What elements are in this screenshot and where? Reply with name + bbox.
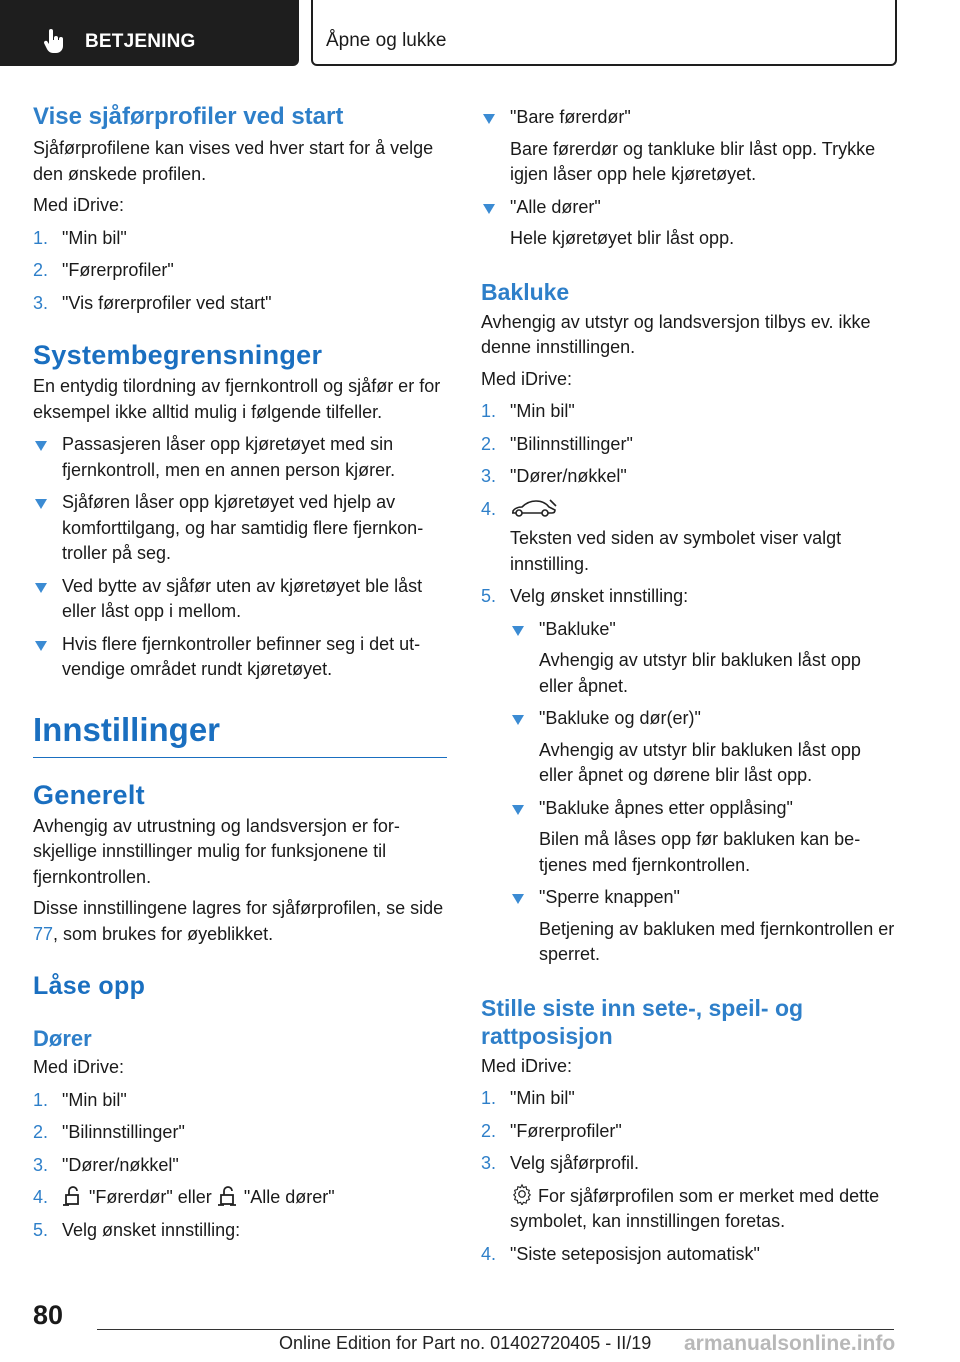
list-item: 2. "Bilinnstillinger" — [33, 1122, 185, 1142]
list-item: 4. Teksten ved siden av symbolet viser valgt innstilling. — [481, 498, 842, 574]
list-item: "Bakluke åpnes etter opplåsing" Bilen må låses opp før bakluken kan betjenes med fjernkontrollen. — [510, 796, 895, 879]
heading-general: Generelt — [33, 779, 145, 810]
list-item: 2. "Bilinnstillinger" — [481, 433, 633, 454]
section-tab — [0, 0, 299, 66]
paragraph: Med iDrive: — [481, 1055, 573, 1076]
hand-pointer-icon — [40, 29, 66, 55]
page-header — [0, 0, 960, 66]
paragraph: Avhengig av utstyr og landsversjon tilbys ev. ikke denne innstillingen. — [481, 311, 871, 357]
heading-unlock: Låse opp — [33, 972, 146, 1000]
heading-system-limits: Systembegrensninger — [33, 340, 323, 370]
chapter-tab — [311, 0, 897, 66]
list-item: "Alle dører" Hele kjøretøyet blir låst opp. — [481, 195, 895, 252]
option-list — [510, 617, 895, 968]
paragraph: Avhengig av utrustning og landsversjon er forskjellige innstillinger mulig for funksjonene til fjernkontrollen. — [33, 815, 400, 887]
page-number: 80 — [33, 1300, 64, 1330]
option-list — [481, 105, 895, 252]
heading-tailgate: Bakluke — [481, 278, 570, 305]
heading-doors: Dører — [33, 1026, 92, 1051]
paragraph: Disse innstillingene lagres for sjåførprofilen, se side 77, som brukes for øyeblikket. — [33, 898, 444, 944]
heading-settings: Innstillinger — [33, 709, 447, 758]
list-item: 1. "Min bil" — [481, 401, 575, 421]
left-column — [33, 102, 447, 1243]
unlock-all-doors-icon — [217, 1186, 239, 1206]
list-item: 5. Velg ønsket innstilling: — [33, 1219, 241, 1240]
list-item: 4. "Siste seteposisjon automatisk" — [481, 1243, 760, 1264]
page-footer — [0, 1290, 960, 1362]
list-item: "Bare førerdør" Bare førerdør og tankluke blir låst opp. Trykke igjen låser opp hele kjøretøyet. — [481, 105, 895, 188]
step-list — [33, 1088, 447, 1244]
paragraph: Med iDrive: — [33, 1057, 125, 1077]
list-item: 4. "Førerdør" eller "Alle dører" — [33, 1187, 335, 1207]
car-tailgate-icon — [510, 498, 558, 518]
step-list — [33, 226, 447, 317]
heading-last-seat-position: Stille siste inn sete-, speil- og rattposisjon — [481, 994, 804, 1049]
list-item: 3. "Dører/nøkkel" — [481, 466, 627, 486]
list-item: Hvis flere fjernkontroller befinner seg i det utvendige området rundt kjøretøyet. — [33, 632, 447, 683]
list-item: 3. "Dører/nøkkel" — [33, 1154, 179, 1175]
heading-driver-profiles-start: Vise sjåførprofiler ved start — [33, 103, 344, 130]
page-link[interactable]: 77 — [33, 923, 54, 944]
section-label: BETJENING — [85, 31, 196, 52]
list-item: Ved bytte av sjåfør uten av kjøretøyet ble låst eller låst opp i mellom. — [33, 574, 447, 625]
right-column — [481, 102, 895, 1267]
list-item: 5. Velg ønsket innstilling: — [481, 586, 689, 606]
list-item: Passasjeren låser opp kjøretøyet med sin fjernkontroll, men en annen person kjører. — [33, 432, 447, 483]
list-item: "Bakluke" Avhengig av utstyr blir bakluken låst opp eller åpnet. — [510, 617, 895, 700]
list-item: Sjåføren låser opp kjøretøyet ved hjelp av komforttilgang, og har samtidig flere fjernkontroller på seg. — [33, 490, 447, 567]
gear-icon — [510, 1183, 534, 1205]
list-item: "Sperre knappen" Betjening av bakluken med fjernkontrollen er sperret. — [510, 885, 895, 968]
bullet-list — [33, 432, 447, 683]
unlock-driver-door-icon — [62, 1186, 84, 1206]
paragraph: Med iDrive: — [481, 368, 573, 389]
list-item: 3. Velg sjåførprofil. For sjåførprofilen som er merket med dette symbolet, kan innstillingen foretas. — [481, 1153, 880, 1231]
list-item: 1. "Min bil" — [33, 1089, 127, 1110]
step-list — [481, 1086, 895, 1267]
watermark: armanualsonline.info — [684, 1332, 896, 1355]
footer-rule — [97, 1329, 894, 1330]
list-item: 1. "Min bil" — [481, 1088, 575, 1108]
list-item: "Bakluke og dør(er)" Avhengig av utstyr blir bakluken låst opp eller åpnet og dørene blir låst opp. — [510, 706, 895, 789]
chapter-title: Åpne og lukke — [326, 30, 447, 51]
list-item: 2. "Førerprofiler" — [481, 1120, 622, 1141]
list-item: 3. "Vis førerprofiler ved start" — [33, 292, 272, 313]
list-item: 2. "Førerprofiler" — [33, 260, 174, 280]
paragraph: Med iDrive: — [33, 195, 125, 215]
list-item: 1. "Min bil" — [33, 227, 127, 248]
paragraph: En entydig tilordning av fjernkontroll og sjåfør er for eksempel ikke alltid mulig i følgende tilfeller. — [33, 376, 441, 422]
edition-text: Online Edition for Part no. 01402720405 - II/19 — [279, 1333, 652, 1353]
step-list — [481, 399, 895, 610]
paragraph: Sjåførprofilene kan vises ved hver start for å velge den ønskede profilen. — [33, 138, 434, 184]
